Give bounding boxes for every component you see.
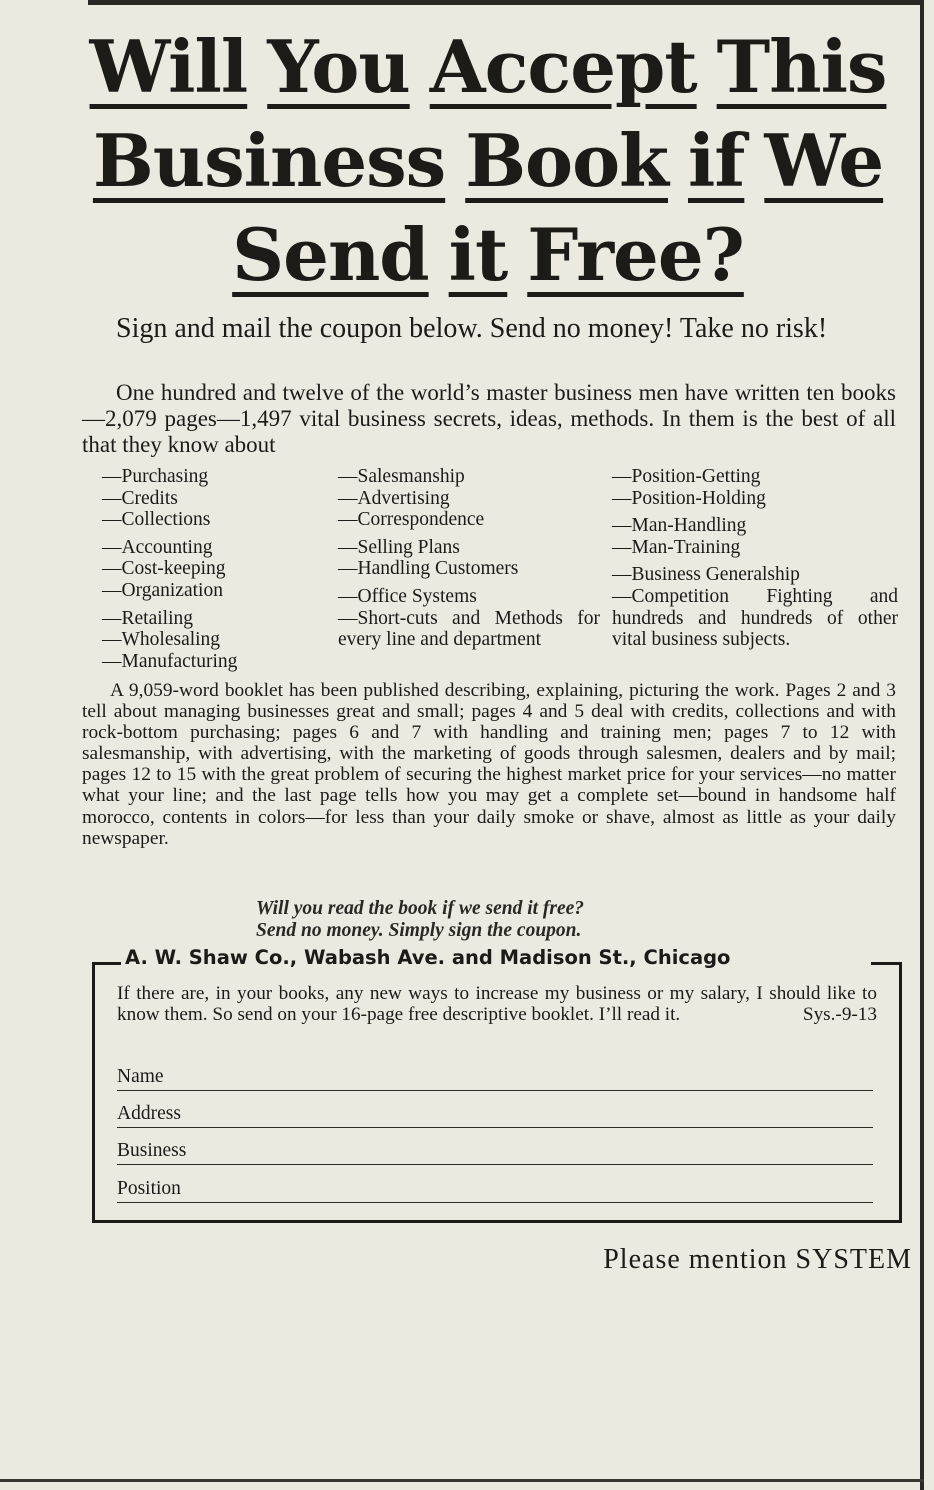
topic-item-tail: —Short-cuts and Methods for every line and department — [338, 607, 600, 651]
bottom-border-rule — [0, 1479, 924, 1482]
headline-line-3 — [78, 208, 898, 302]
headline-word: it — [448, 212, 508, 297]
topic-item: —Business Generalship — [612, 564, 800, 586]
topic-item: —Position-Holding — [612, 487, 766, 509]
coupon-body — [117, 984, 877, 1026]
topic-item: —Correspondence — [338, 509, 485, 531]
topic-item: —Collections — [102, 509, 211, 531]
headline-line-1 — [78, 20, 898, 114]
italic-call-to-action — [256, 898, 584, 942]
italic-line: Send no money. Simply sign the coupon. — [256, 920, 582, 941]
topic-column-2 — [338, 466, 600, 651]
headline-word: This — [716, 24, 887, 109]
field-label: Position — [117, 1178, 181, 1199]
topic-column-3 — [612, 466, 898, 651]
topic-item: —Advertising — [338, 487, 450, 509]
booklet-paragraph: A 9,059-word booklet has been published describing, explaining, picturing the work. Pages 2 and 3 tell about managing businesses great and small; pages 4 and 5 deal with credits, collections and with rock-bottom purchasing; pages 6 and 7 with handling and training men; pages 7 to 12 with salesmanship, with advertising, with the marketing of goods through salesmen, dealers and by mail; pages 12 to 15 with the great problem of securing the highest market price for your services—no matter what your line; and the last page tells how you may get a complete set—bound in handsome half morocco, contents in colors—for less than your daily smoke or shave, almost as little as your daily newspaper. — [82, 680, 896, 849]
top-border-rule — [88, 0, 920, 5]
headline — [78, 20, 898, 302]
topic-item: —Salesmanship — [338, 466, 465, 487]
coupon-code: Sys.-9-13 — [802, 1003, 877, 1025]
field-label: Address — [117, 1103, 181, 1124]
topic-item: —Retailing — [102, 607, 193, 629]
topic-item-tail: —Competition Fighting and hundreds and hundreds of other vital business subjects. — [612, 585, 898, 651]
topic-item: —Accounting — [102, 536, 213, 558]
headline-word: if — [688, 118, 745, 203]
topic-item: —Man-Training — [612, 536, 741, 558]
field-label: Business — [117, 1140, 187, 1161]
headline-word: Business — [92, 118, 446, 203]
italic-line: Will you read the book if we send it free? — [256, 898, 585, 919]
topic-item: —Handling Customers — [338, 558, 519, 580]
address-field[interactable] — [117, 1101, 873, 1128]
topic-item: —Manufacturing — [102, 650, 238, 672]
field-label: Name — [117, 1066, 164, 1087]
headline-word: Book — [465, 118, 668, 203]
topic-item: —Credits — [102, 487, 178, 509]
coupon-form — [92, 946, 902, 1223]
topic-item: —Cost-keeping — [102, 558, 226, 580]
lead-paragraph: Sign and mail the coupon below. Send no money! Take no risk! — [116, 313, 828, 344]
topic-item: —Position-Getting — [612, 466, 761, 487]
headline-word: Free? — [527, 212, 744, 297]
topic-item: —Man-Handling — [612, 515, 747, 537]
position-field[interactable] — [117, 1176, 873, 1203]
topic-item: —Purchasing — [102, 466, 209, 487]
business-field[interactable] — [117, 1138, 873, 1165]
coupon-text: If there are, in your books, any new ways to increase my business or my salary, I should like to know them. So send on your 16-page free descriptive booklet. I’ll read it. — [117, 983, 877, 1025]
headline-word: Will — [89, 24, 248, 109]
headline-word: Send — [232, 212, 429, 297]
footer-note: Please mention SYSTEM — [603, 1244, 912, 1275]
topic-item: —Selling Plans — [338, 536, 460, 558]
topic-item: —Organization — [102, 579, 223, 601]
headline-word: You — [267, 24, 410, 109]
headline-line-2 — [78, 114, 898, 208]
topic-column-1 — [102, 466, 332, 672]
topic-item: —Office Systems — [338, 585, 477, 607]
topic-item: —Wholesaling — [102, 629, 221, 651]
name-field[interactable] — [117, 1064, 873, 1091]
coupon-header: A. W. Shaw Co., Wabash Ave. and Madison St., Chicago — [125, 946, 731, 969]
intro-paragraph: One hundred and twelve of the world’s master business men have written ten books—2,079 pages—1,497 vital business secrets, ideas, methods. In them is the best of all that they know about — [82, 380, 896, 457]
headline-word: Accept — [429, 24, 697, 109]
headline-word: We — [764, 118, 884, 203]
right-border-rule — [920, 0, 924, 1490]
